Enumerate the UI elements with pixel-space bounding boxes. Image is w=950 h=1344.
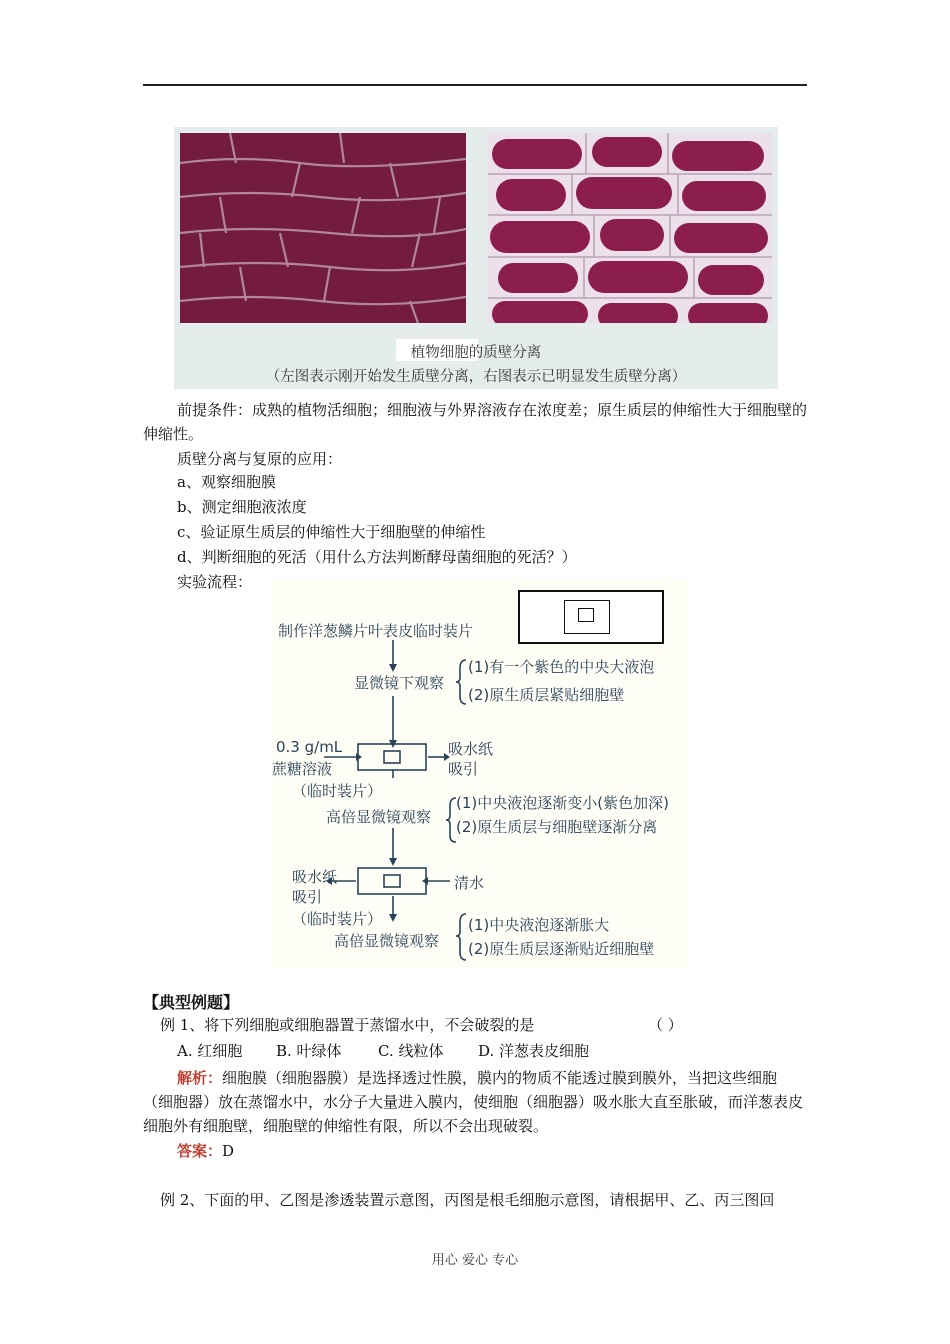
example1-question: 例 1、将下列细胞或细胞器置于蒸馏水中，不会破裂的是 bbox=[160, 1016, 535, 1034]
flow-sucrose-concentration: 0.3 g/mL bbox=[276, 738, 343, 756]
example1-option-d: D. 洋葱表皮细胞 bbox=[478, 1042, 590, 1060]
premise-paragraph: 前提条件：成熟的植物活细胞；细胞液与外界溶液存在浓度差；原生质层的伸缩性大于细胞壁的伸缩性。 bbox=[143, 401, 808, 443]
flow-water-label: 清水 bbox=[454, 874, 485, 892]
flow-observe-item: (2)原生质层紧贴细胞壁 bbox=[468, 686, 625, 704]
flow-observe-item: (2)原生质层逐渐贴近细胞壁 bbox=[468, 940, 655, 958]
example1-option-b: B. 叶绿体 bbox=[276, 1042, 342, 1060]
flow-absorb-draw-right: 吸引 bbox=[448, 760, 479, 778]
section-title: 【典型例题】 bbox=[143, 993, 240, 1012]
flow-observe-item: (2)原生质层与细胞壁逐渐分离 bbox=[456, 818, 658, 836]
example2-question: 例 2、下面的甲、乙图是渗透装置示意图，丙图是根毛细胞示意图，请根据甲、乙、丙三图回 bbox=[160, 1191, 775, 1209]
early-plasmolysis-photo bbox=[180, 133, 466, 323]
flow-observe-item: (1)有一个紫色的中央大液泡 bbox=[468, 658, 655, 676]
application-item: c、验证原生质层的伸缩性大于细胞壁的伸缩性 bbox=[177, 523, 486, 541]
figure-caption-subtitle: （左图表示刚开始发生质壁分离，右图表示已明显发生质壁分离） bbox=[265, 369, 687, 385]
applications-heading: 质壁分离与复原的应用： bbox=[177, 450, 343, 468]
application-item: a、观察细胞膜 bbox=[177, 473, 276, 491]
flow-observe-item: (1)中央液泡逐渐胀大 bbox=[468, 916, 610, 934]
flow-step-make-slide: 制作洋葱鳞片叶表皮临时装片 bbox=[278, 622, 474, 640]
flow-high-power-label: 高倍显微镜观察 bbox=[326, 808, 432, 826]
page-footer: 用心 爱心 专心 bbox=[431, 1253, 519, 1268]
plasmolysis-figure bbox=[174, 127, 778, 389]
flow-heading: 实验流程： bbox=[177, 573, 253, 591]
figure-caption-title: 植物细胞的质壁分离 bbox=[410, 345, 542, 361]
obvious-plasmolysis-photo bbox=[488, 133, 772, 323]
flow-high-power-label: 高倍显微镜观察 bbox=[334, 932, 440, 950]
application-item: b、测定细胞液浓度 bbox=[177, 498, 307, 516]
answer-value: D bbox=[222, 1142, 235, 1160]
slide-diagram-inner bbox=[578, 608, 594, 622]
flow-absorb-draw-left: 吸引 bbox=[292, 888, 323, 906]
flow-slide-label: （临时装片） bbox=[292, 782, 383, 800]
example1-answer-blank: （ ） bbox=[648, 1016, 683, 1034]
flow-absorb-paper-right: 吸水纸 bbox=[448, 740, 494, 758]
analysis-label: 解析： bbox=[177, 1069, 223, 1087]
example1-option-a: A. 红细胞 bbox=[177, 1042, 243, 1060]
flow-sucrose-solution: 蔗糖溶液 bbox=[272, 760, 333, 778]
flow-observe-label: 显微镜下观察 bbox=[354, 674, 445, 692]
flow-slide-label: （临时装片） bbox=[292, 910, 383, 928]
flow-absorb-paper-left: 吸水纸 bbox=[292, 868, 338, 886]
application-item: d、判断细胞的死活（用什么方法判断酵母菌细胞的死活？） bbox=[177, 548, 577, 566]
example1-option-c: C. 线粒体 bbox=[378, 1042, 444, 1060]
slide-diagram-box bbox=[518, 590, 664, 644]
answer-label: 答案： bbox=[177, 1142, 223, 1160]
header-rule bbox=[143, 84, 807, 86]
analysis-text: 细胞膜（细胞器膜）是选择透过性膜，膜内的物质不能透过膜到膜外，当把这些细胞（细胞器）放在蒸馏水中，水分子大量进入膜内，使细胞（细胞器）吸水胀大直至胀破，而洋葱表皮细胞外有细胞壁，细胞壁的伸缩性有限，所以不会出现破裂。 bbox=[143, 1069, 804, 1135]
flow-observe-item: (1)中央液泡逐渐变小(紫色加深) bbox=[456, 794, 669, 812]
example1-analysis bbox=[143, 1066, 807, 1138]
example1-answer bbox=[177, 1140, 234, 1162]
